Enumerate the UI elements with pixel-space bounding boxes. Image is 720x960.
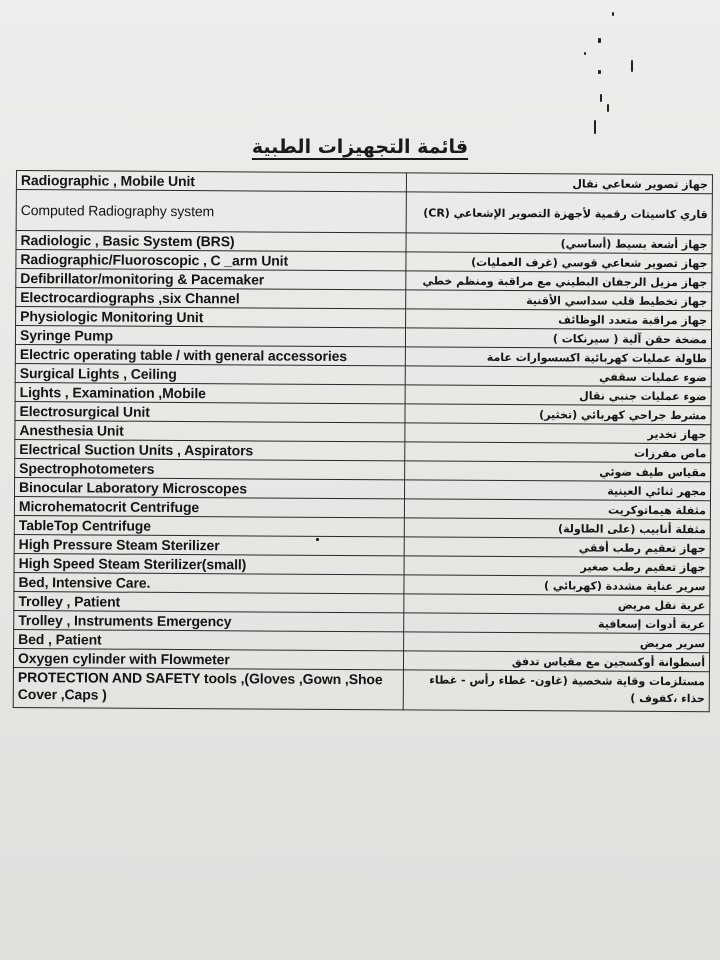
equipment-name-ar: جهاز تعقيم رطب أفقي <box>404 537 710 558</box>
equipment-name-ar: ضوء عمليات جنبي نقال <box>405 385 711 406</box>
equipment-name-ar: سرير مريض <box>404 632 710 653</box>
equipment-name-en: Electrosurgical Unit <box>15 401 405 422</box>
equipment-name-en: PROTECTION AND SAFETY tools ,(Gloves ,Gown ,Shoe Cover ,Caps ) <box>13 667 403 709</box>
equipment-name-en: Radiologic , Basic System (BRS) <box>16 231 406 252</box>
equipment-name-ar: مشرط جراحي كهربائي (تخثير) <box>405 404 711 425</box>
equipment-name-ar: مثفلة أنابيب (على الطاولة) <box>404 518 710 539</box>
equipment-name-en: Lights , Examination ,Mobile <box>15 382 405 403</box>
equipment-name-ar: جهاز تصوير شعاعي نقال <box>406 173 712 194</box>
equipment-name-en: Computed Radiography system <box>16 190 406 233</box>
table-row <box>13 667 709 711</box>
equipment-name-en: Syringe Pump <box>15 326 405 347</box>
equipment-name-en: Microhematocrit Centrifuge <box>14 496 404 517</box>
equipment-name-ar: سرير عناية مشددة (كهربائي ) <box>404 575 710 596</box>
equipment-name-en: Oxygen cylinder with Flowmeter <box>13 648 403 669</box>
equipment-name-ar: جهاز أشعة بسيط (أساسي) <box>406 233 712 254</box>
equipment-name-ar: مقياس طيف ضوئي <box>405 461 711 482</box>
equipment-name-ar: عربة أدوات إسعافية <box>404 613 710 634</box>
equipment-name-en: Electric operating table / with general accessories <box>15 344 405 365</box>
scan-speck <box>598 38 601 43</box>
equipment-name-en: Surgical Lights , Ceiling <box>15 363 405 384</box>
equipment-name-ar: جهاز مراقبة متعدد الوظائف <box>406 309 712 330</box>
equipment-name-en: Bed, Intensive Care. <box>14 572 404 593</box>
equipment-name-ar: طاولة عمليات كهربائية اكسسوارات عامة <box>405 347 711 368</box>
equipment-name-en: Defibrillator/monitoring & Pacemaker <box>16 269 406 290</box>
equipment-name-en: High Pressure Steam Sterilizer <box>14 534 404 555</box>
equipment-name-ar: قاري كاسيتات رقمية لأجهزة التصوير الإشعاعي (CR) <box>406 192 712 235</box>
equipment-name-en: Spectrophotometers <box>15 458 405 479</box>
equipment-name-en: Binocular Laboratory Microscopes <box>15 477 405 498</box>
scan-speck <box>600 94 602 102</box>
equipment-name-ar: مثفلة هيماتوكريت <box>404 499 710 520</box>
equipment-name-en: Trolley , Instruments Emergency <box>14 610 404 631</box>
equipment-name-ar: ماص مفرزات <box>405 442 711 463</box>
table-row <box>16 190 712 235</box>
equipment-name-en: Physiologic Monitoring Unit <box>16 307 406 328</box>
equipment-name-en: Electrocardiographs ,six Channel <box>16 288 406 309</box>
equipment-name-en: Bed , Patient <box>14 629 404 650</box>
equipment-name-ar: مجهر ثنائي العينية <box>404 480 710 501</box>
equipment-name-en: Radiographic/Fluoroscopic , C _arm Unit <box>16 250 406 271</box>
scan-speck <box>631 60 633 72</box>
equipment-name-ar: أسطوانة أوكسجين مع مقياس تدفق <box>403 651 709 672</box>
equipment-name-en: High Speed Steam Sterilizer(small) <box>14 553 404 574</box>
equipment-name-ar: عربة نقل مريض <box>404 594 710 615</box>
equipment-name-en: Trolley , Patient <box>14 591 404 612</box>
scan-speck <box>612 12 614 16</box>
scan-speck <box>607 104 609 112</box>
scan-speck <box>584 52 586 55</box>
scan-speck <box>594 120 596 134</box>
equipment-name-ar: جهاز تخدير <box>405 423 711 444</box>
equipment-name-en: TableTop Centrifuge <box>14 515 404 536</box>
equipment-name-ar: مستلزمات وقاية شخصية (غاون- غطاء رأس - غطاء حذاء ،كفوف ) <box>403 670 709 712</box>
equipment-name-en: Anesthesia Unit <box>15 420 405 441</box>
equipment-name-ar: جهاز تخطيط قلب سداسي الأقنية <box>406 290 712 311</box>
equipment-name-en: Radiographic , Mobile Unit <box>16 171 406 192</box>
scan-speck <box>598 70 601 74</box>
equipment-name-ar: جهاز تصوير شعاعي قوسي (غرف العمليات) <box>406 252 712 273</box>
equipment-name-ar: ضوء عمليات سقفي <box>405 366 711 387</box>
equipment-name-ar: جهاز مزيل الرجفان البطيني مع مراقبة ومنظم خطي <box>406 271 712 292</box>
equipment-name-ar: جهاز تعقيم رطب صغير <box>404 556 710 577</box>
equipment-name-en: Electrical Suction Units , Aspirators <box>15 439 405 460</box>
page-title: قائمة التجهيزات الطبية <box>251 136 469 158</box>
equipment-name-ar: مضخة حقن آلية ( سيرنكات ) <box>405 328 711 349</box>
equipment-table <box>13 170 713 712</box>
